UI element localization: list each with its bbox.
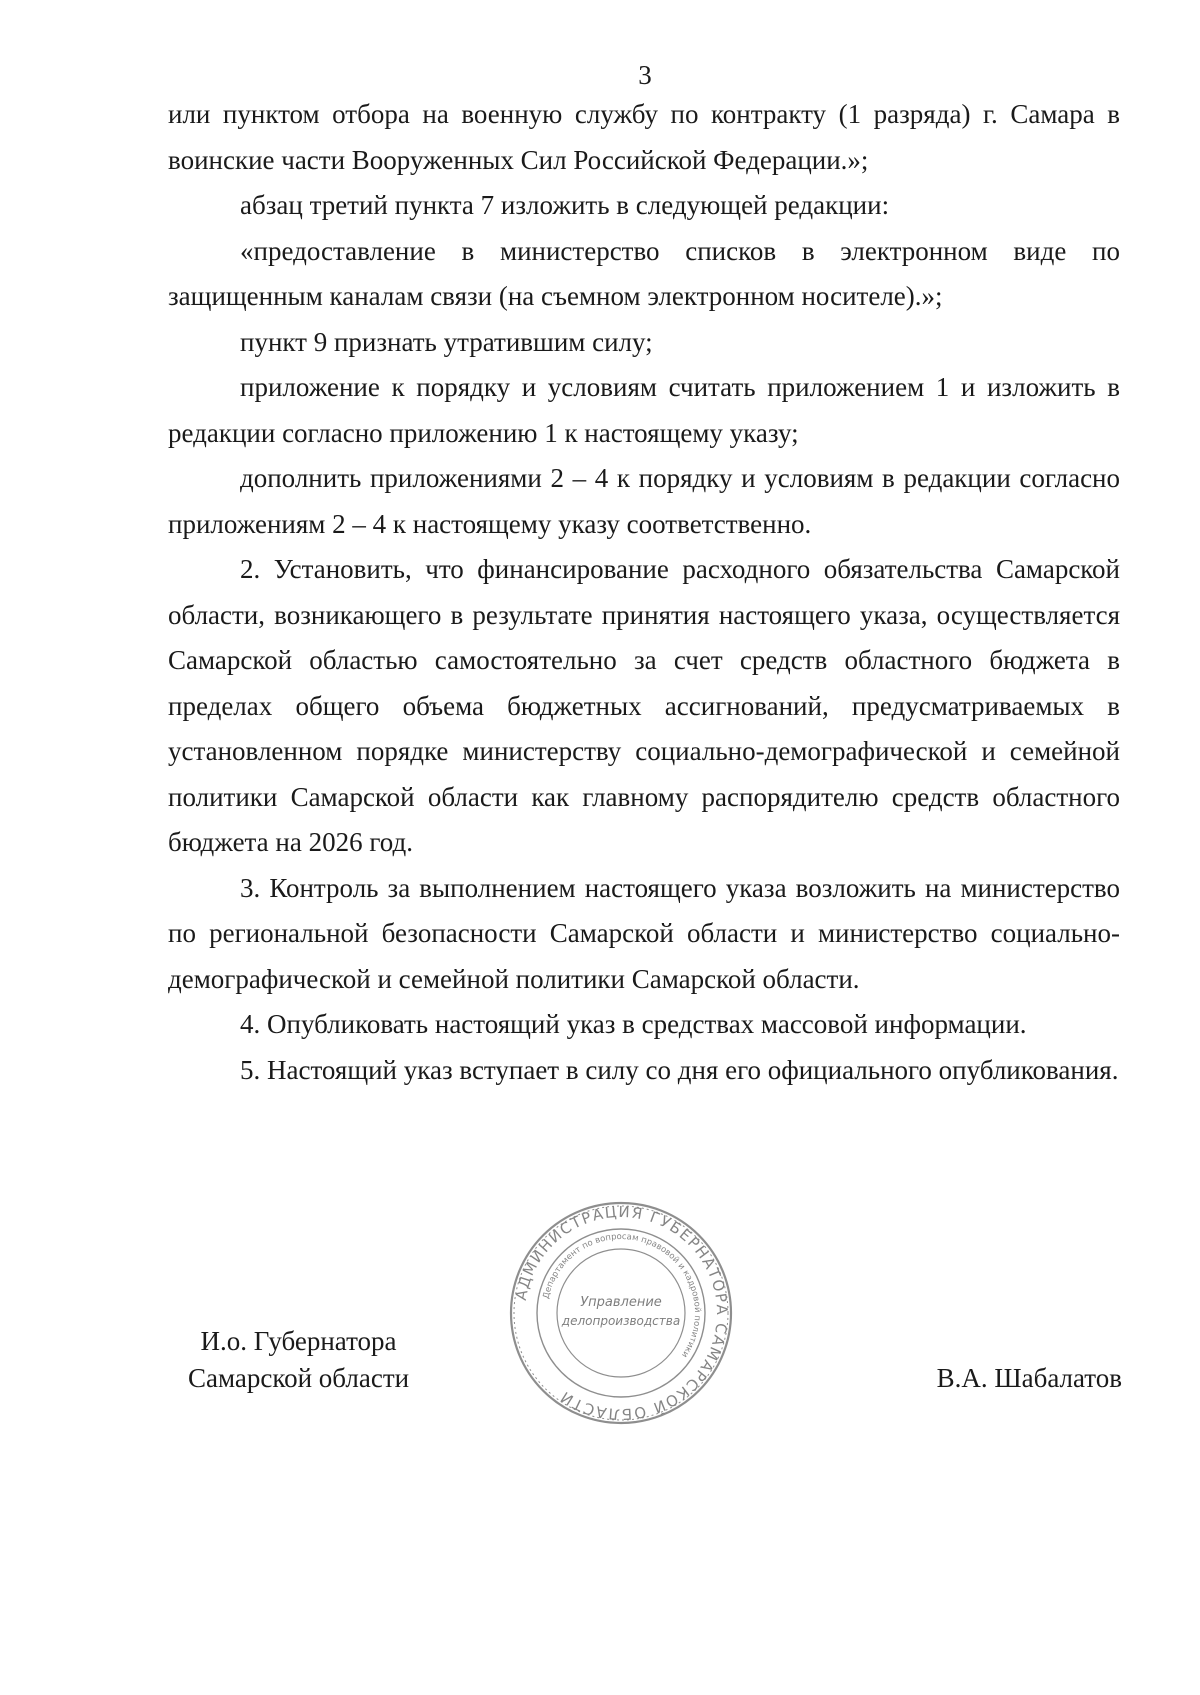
paragraph-item-9-repeal: пункт 9 признать утратившим силу; — [240, 326, 653, 357]
paragraph-clause-4: 4. Опубликовать настоящий указ в средствах массовой информации. — [240, 1009, 1027, 1039]
paragraph-amend-item-7-text: «предоставление в министерство списков в электронном виде по защищенным каналам связи (на съемном электронном носителе).»; — [168, 235, 1120, 311]
stamp-inner-text: Департамент по вопросам правовой и кадровой политики — [541, 1231, 703, 1360]
stamp-inner-ring — [557, 1249, 685, 1377]
official-seal-stamp — [508, 1200, 734, 1426]
stamp-outer-text: АДМИНИСТРАЦИЯ ГУБЕРНАТОРА САМАРСКОЙ ОБЛАСТИ — [511, 1202, 732, 1424]
signatory-name: В.А. Шабалатов — [936, 1363, 1122, 1393]
paragraph-amend-item-7: абзац третий пункта 7 изложить в следующей редакции: — [240, 190, 890, 220]
paragraph-appendices-2-4: дополнить приложениями 2 – 4 к порядку и условиям в редакции согласно приложениям 2 – 4 к настоящему указу соответственно. — [168, 463, 1120, 539]
signatory-title-line2: Самарской области — [188, 1363, 410, 1393]
stamp-middle-ring — [537, 1229, 705, 1397]
stamp-center-line2: делопроизводства — [561, 1314, 681, 1328]
document-body — [168, 92, 1120, 1093]
paragraph-clause-2: 2. Установить, что финансирование расходного обязательства Самарской области, возникающего в результате принятия настоящего указа, осуществляется Самарской областью самостоятельно за счет средств областного бюджета в пределах общего объема бюджетных ассигнований, предусматриваемых в установленном порядке министерству социально-демографической и семейной политики Самарской области как главному распорядителю средств областного бюджета на 2026 год. — [168, 554, 1120, 857]
stamp-center-line1: Управление — [580, 1295, 662, 1310]
paragraph-clause-3: 3. Контроль за выполнением настоящего указа возложить на министерство по региональной безопасности Самарской области и министерство социально-демографической и семейной политики Самарской области. — [168, 872, 1120, 994]
signatory-title-line1: И.о. Губернатора — [200, 1326, 397, 1356]
paragraph-clause-5: 5. Настоящий указ вступает в силу со дня его официального опубликования. — [240, 1054, 1119, 1085]
signatory-title — [188, 1323, 409, 1397]
paragraph-appendix-1: приложение к порядку и условиям считать приложением 1 и изложить в редакции согласно приложению 1 к настоящему указу; — [168, 372, 1120, 448]
page-number: 3 — [638, 60, 652, 90]
paragraph-continuation: или пунктом отбора на военную службу по контракту (1 разряда) г. Самара в воинские части Вооруженных Сил Российской Федерации.»; — [168, 99, 1120, 175]
